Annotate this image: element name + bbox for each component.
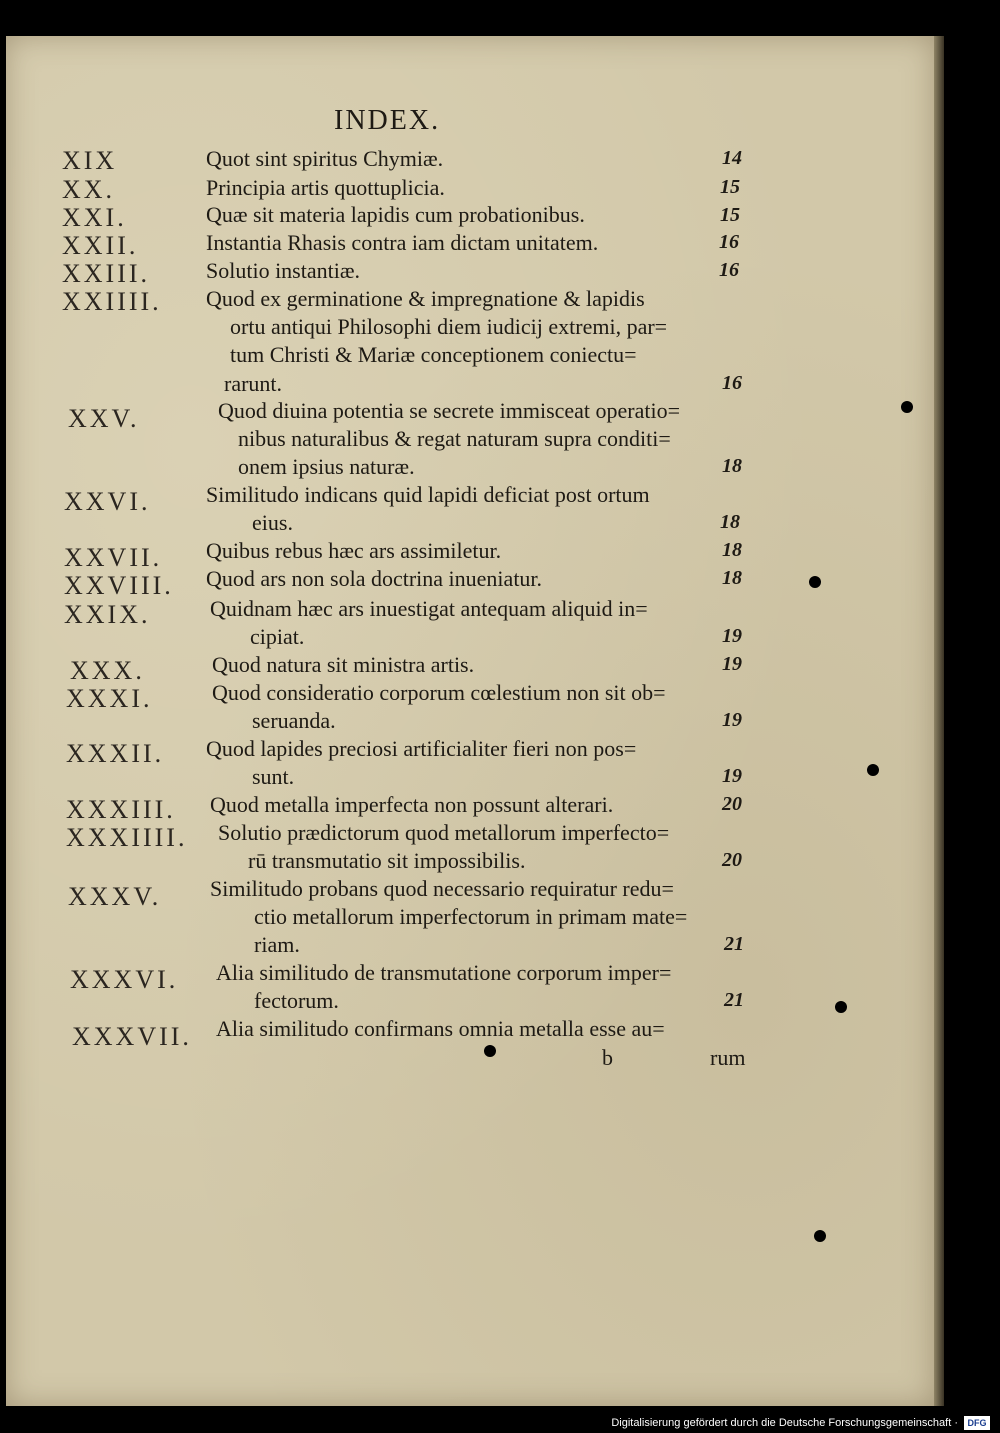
entry-page-number: 18: [722, 455, 742, 477]
entry-text-line: Quod consideratio corporum cœlestium non sit ob=: [212, 680, 666, 705]
entry-text-line: ctio metallorum imperfectorum in primam mate=: [254, 904, 688, 929]
catchword: rum: [710, 1045, 746, 1070]
entry-text-line: Quot sint spiritus Chymiæ.: [206, 146, 444, 171]
entry-number: XXIX.: [64, 600, 151, 629]
entry-text-line: Quod metalla imperfecta non possunt alterari.: [210, 792, 614, 817]
entry-number: XXI.: [62, 203, 127, 232]
entry-number: XXVIII.: [64, 571, 174, 600]
entry-number: XXX.: [70, 656, 145, 685]
entry-text-line: Alia similitudo confirmans omnia metalla esse au=: [216, 1016, 665, 1041]
entry-text-line: riam.: [254, 932, 300, 957]
entry-number: XXXII.: [66, 739, 165, 768]
entry-number: XXIII.: [62, 259, 151, 288]
entry-text-line: onem ipsius naturæ.: [238, 454, 415, 479]
page-edge: [934, 36, 944, 1406]
entry-number: XXXI.: [66, 684, 153, 713]
entry-text-line: Quidnam hæc ars inuestigat antequam aliquid in=: [210, 596, 648, 621]
entry-page-number: 18: [720, 511, 740, 533]
entry-page-number: 14: [722, 147, 742, 169]
entry-page-number: 19: [722, 625, 742, 647]
entry-text-line: Quibus rebus hæc ars assimiletur.: [206, 538, 502, 563]
entry-page-number: 20: [722, 793, 742, 815]
footer-credit: Digitalisierung gefördert durch die Deutsche Forschungsgemeinschaft ·: [611, 1417, 958, 1429]
entry-number: XXVII.: [64, 543, 163, 572]
entry-number: XX.: [62, 175, 116, 204]
dfg-logo: DFG: [964, 1416, 990, 1430]
entry-page-number: 18: [722, 539, 742, 561]
entry-text-line: rū transmutatio sit impossibilis.: [248, 848, 526, 873]
entry-page-number: 19: [722, 709, 742, 731]
entry-page-number: 19: [722, 653, 742, 675]
entry-number: XXV.: [68, 404, 140, 433]
ink-dot: [901, 401, 913, 413]
entry-text-line: Principia artis quottuplicia.: [206, 175, 445, 200]
ink-dot: [867, 764, 879, 776]
entry-text-line: nibus naturalibus & regat naturam supra conditi=: [238, 426, 671, 451]
entry-text-line: Quod ars non sola doctrina inueniatur.: [206, 566, 543, 591]
entry-page-number: 21: [724, 989, 744, 1011]
entry-text-line: eius.: [252, 510, 293, 535]
entry-number: XXII.: [62, 231, 139, 260]
entry-text-line: Instantia Rhasis contra iam dictam unitatem.: [206, 230, 599, 255]
entry-page-number: 15: [720, 204, 740, 226]
entry-text-line: seruanda.: [252, 708, 336, 733]
ink-dot: [484, 1045, 496, 1057]
ink-dot: [835, 1001, 847, 1013]
entry-text-line: Quod diuina potentia se secrete immisceat operatio=: [218, 398, 681, 423]
entry-number: XXVI.: [64, 487, 151, 516]
entry-page-number: 19: [722, 765, 742, 787]
entry-text-line: cipiat.: [250, 624, 305, 649]
entry-page-number: 16: [722, 372, 742, 394]
entry-number: XIX: [62, 146, 118, 175]
entry-text-line: fectorum.: [254, 988, 339, 1013]
entry-number: XXXIIII.: [66, 823, 188, 852]
entry-text-line: Similitudo indicans quid lapidi deficiat post ortum: [206, 482, 650, 507]
entry-number: XXXVII.: [72, 1022, 192, 1051]
entry-text-line: Solutio instantiæ.: [206, 258, 361, 283]
entry-number: XXXIII.: [66, 795, 176, 824]
entry-page-number: 16: [719, 259, 739, 281]
entry-text-line: sunt.: [252, 764, 295, 789]
ink-dot: [814, 1230, 826, 1242]
entry-number: XXXV.: [68, 882, 162, 911]
page-heading: INDEX.: [334, 105, 441, 136]
entry-text-line: Solutio prædictorum quod metallorum imperfecto=: [218, 820, 670, 845]
entry-text-line: rarunt.: [224, 371, 283, 396]
entry-text-line: Quod lapides preciosi artificialiter fieri non pos=: [206, 736, 637, 761]
signature-mark: b: [602, 1045, 613, 1070]
entry-page-number: 15: [720, 176, 740, 198]
entry-text-line: ortu antiqui Philosophi diem iudicij extremi, par=: [230, 314, 668, 339]
entry-text-line: Alia similitudo de transmutatione corporum imper=: [216, 960, 672, 985]
entry-text-line: Similitudo probans quod necessario requiratur redu=: [210, 876, 674, 901]
entry-text-line: Quod ex germinatione & impregnatione & lapidis: [206, 286, 645, 311]
entry-page-number: 18: [722, 567, 742, 589]
entry-number: XXIIII.: [62, 287, 162, 316]
entry-page-number: 16: [719, 231, 739, 253]
ink-dot: [809, 576, 821, 588]
entry-number: XXXVI.: [70, 965, 179, 994]
entry-page-number: 21: [724, 933, 744, 955]
entry-text-line: tum Christi & Mariæ conceptionem coniectu=: [230, 342, 637, 367]
entry-page-number: 20: [722, 849, 742, 871]
entry-text-line: Quod natura sit ministra artis.: [212, 652, 475, 677]
entry-text-line: Quæ sit materia lapidis cum probationibus.: [206, 202, 585, 227]
